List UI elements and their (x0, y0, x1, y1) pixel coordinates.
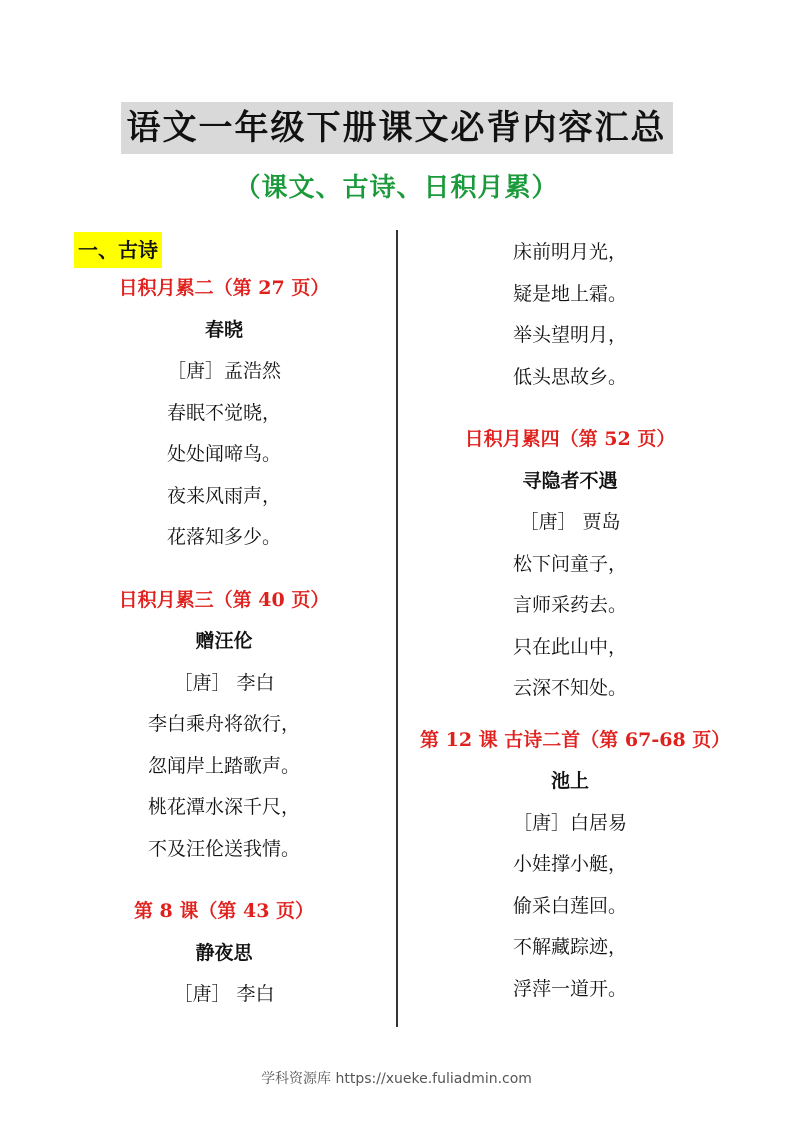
poem-author: ［唐］ 李白 (173, 983, 275, 1005)
poem-line: 不解藏踪迹， (512, 936, 627, 958)
poem-block-chishang (420, 720, 731, 1011)
poem-line: 言师采药去。 (512, 594, 627, 616)
poem-line: 不及汪伦送我情。 (147, 837, 300, 860)
lesson-label: 第 12 课 古诗二首（第 67-68 页） (420, 728, 731, 751)
poem-title: 寻隐者不遇 (522, 469, 618, 492)
poem-author: ［唐］ 李白 (173, 671, 275, 694)
poem-line: 低头思故乡。 (512, 365, 627, 388)
poem-block-zengwanglun (74, 580, 374, 871)
poem-block-chunxiao (74, 268, 374, 559)
poem-line: 偷采白莲回。 (512, 894, 627, 917)
left-column (74, 232, 374, 1016)
poem-line: 浮萍一道开。 (512, 977, 627, 1000)
poem-author: ［唐］孟浩然 (166, 360, 281, 382)
section-heading: 一、古诗 (74, 232, 162, 268)
poem-line: 松下问童子， (512, 552, 627, 575)
poem-line: 举头望明月， (512, 324, 627, 346)
lesson-label: 日积月累三（第 40 页） (118, 588, 330, 611)
poem-continued-jingyesi (420, 232, 720, 398)
poem-line: 忽闻岸上踏歌声。 (147, 754, 300, 777)
poem-title: 赠汪伦 (195, 630, 253, 652)
title-wrap (0, 102, 793, 154)
poem-author: ［唐］ 贾岛 (519, 511, 621, 533)
poem-title: 池上 (550, 770, 589, 792)
footer-watermark: 学科资源库 https://xueke.fuliadmin.com (261, 1071, 532, 1087)
poem-line: 只在此山中， (512, 635, 627, 658)
poem-author: ［唐］白居易 (512, 811, 627, 834)
poem-line: 处处闻啼鸟。 (166, 443, 281, 465)
lesson-label: 日积月累四（第 52 页） (464, 428, 676, 450)
poem-block-xunyinzhe (420, 419, 720, 710)
poem-title: 春晓 (204, 318, 243, 341)
lesson-label: 第 8 课（第 43 页） (133, 900, 315, 922)
poem-line: 小娃撑小艇， (512, 853, 627, 875)
lesson-label: 日积月累二（第 27 页） (118, 277, 330, 299)
poem-line: 春眠不觉晓， (166, 401, 281, 424)
poem-line: 花落知多少。 (166, 526, 281, 548)
poem-line: 床前明月光， (512, 241, 627, 263)
right-column (420, 232, 731, 1010)
poem-block-jingyesi (74, 891, 374, 1016)
column-divider (396, 230, 398, 1027)
poem-line: 疑是地上霜。 (512, 282, 627, 305)
poem-line: 夜来风雨声， (166, 484, 281, 507)
poem-line: 桃花潭水深千尺， (147, 796, 300, 818)
poem-title: 静夜思 (195, 941, 253, 964)
poem-line: 云深不知处。 (512, 677, 627, 699)
poem-line: 李白乘舟将欲行， (147, 713, 300, 735)
page-subtitle: （课文、古诗、日积月累） (234, 173, 559, 203)
page-title: 语文一年级下册课文必背内容汇总 (121, 102, 673, 154)
